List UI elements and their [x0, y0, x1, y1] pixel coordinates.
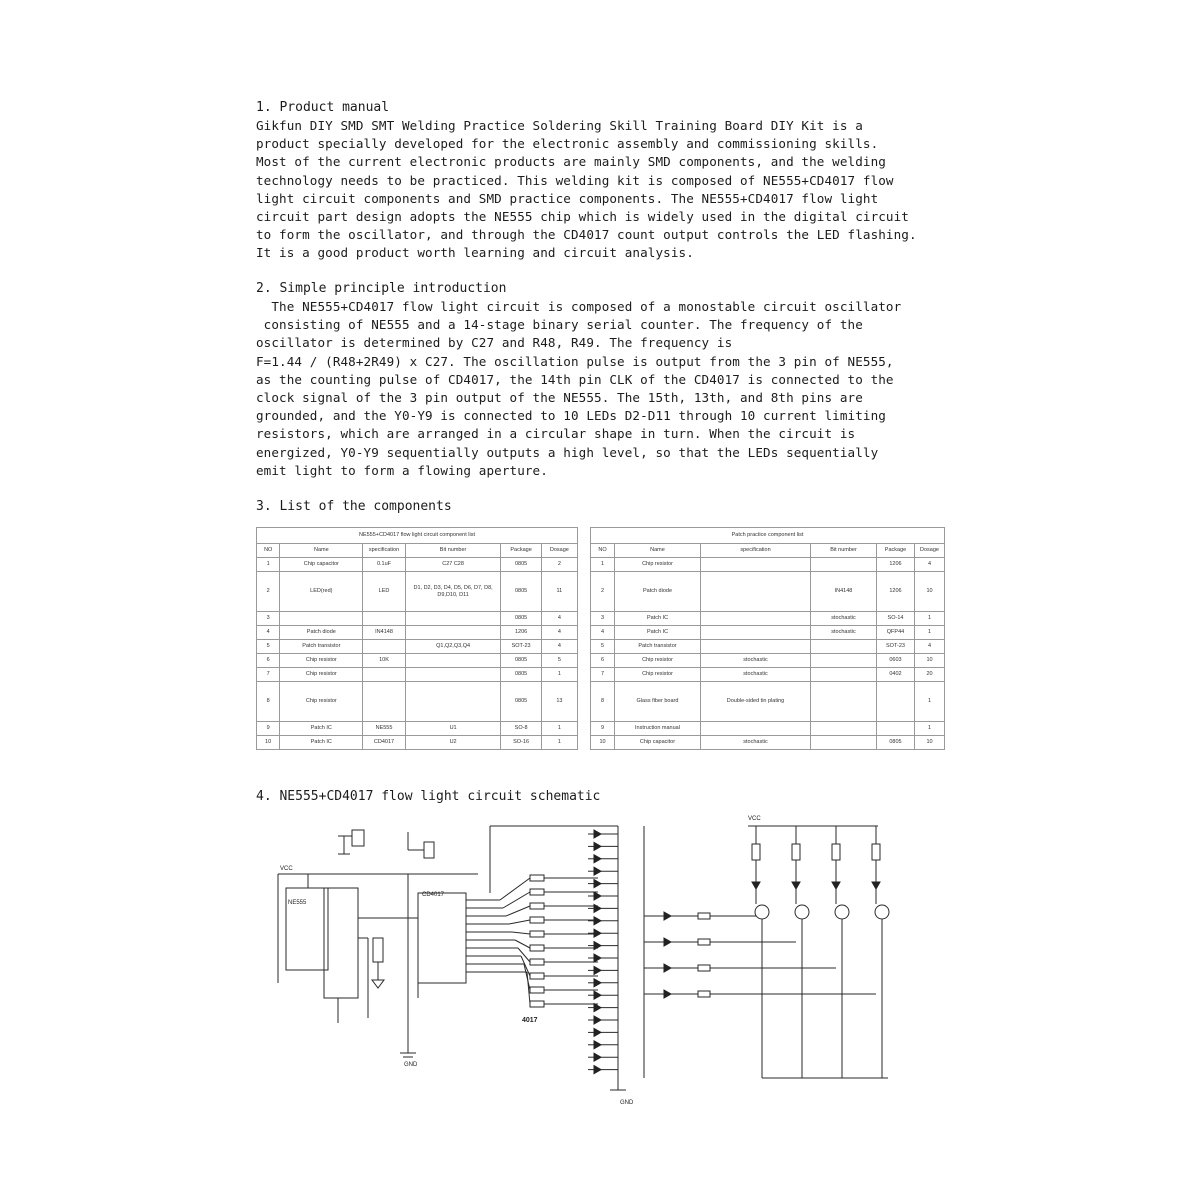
table-cell: Patch diode	[615, 572, 701, 612]
table-cell: 0.1uF	[363, 558, 406, 572]
table-cell: 4	[915, 558, 945, 572]
table-cell: 1	[257, 558, 280, 572]
led-symbol	[594, 966, 601, 974]
table-cell: 1206	[877, 558, 915, 572]
resistor	[530, 945, 544, 951]
table-cell: 10	[257, 736, 280, 750]
text-line: clock signal of the 3 pin output of the NE555. The 15th, 13th, and 8th pins are	[256, 390, 863, 406]
transistor-symbol	[795, 905, 809, 919]
counter-tag-label: 4017	[522, 1017, 538, 1024]
table-cell	[877, 682, 915, 722]
table-cell: stochastic	[811, 626, 877, 640]
table-cell: Patch IC	[615, 626, 701, 640]
led-symbol	[872, 882, 880, 889]
table-row	[257, 558, 578, 572]
table-cell: 0805	[501, 558, 541, 572]
table-cell	[701, 626, 811, 640]
resistor	[530, 987, 544, 993]
table-cell: 3	[591, 612, 615, 626]
text-line: product specially developed for the electronic assembly and commissioning skills.	[256, 136, 879, 152]
table-cell: Patch IC	[280, 736, 363, 750]
led-symbol	[594, 979, 601, 987]
led-symbol	[594, 1041, 601, 1049]
text-line: consisting of NE555 and a 14-stage binary serial counter. The frequency of the	[256, 317, 863, 333]
wire	[515, 940, 530, 948]
led-symbol	[664, 912, 671, 920]
led-symbol	[594, 954, 601, 962]
table-cell: LED(red)	[280, 572, 363, 612]
column-header: Name	[280, 544, 363, 558]
table-cell: 0603	[877, 654, 915, 668]
table-cell	[811, 722, 877, 736]
table-cell	[405, 612, 501, 626]
table-row	[257, 654, 578, 668]
table-cell: Patch transistor	[615, 640, 701, 654]
table-row	[591, 722, 945, 736]
text-line: to form the oscillator, and through the CD4017 count output controls the LED flashing.	[256, 227, 917, 243]
column-header: Bit number	[811, 544, 877, 558]
table-row	[591, 640, 945, 654]
table-cell	[811, 558, 877, 572]
cd4017-chip	[418, 893, 466, 983]
power-connector	[424, 842, 434, 858]
table-cell: stochastic	[811, 612, 877, 626]
table-cell: Glass fiber board	[615, 682, 701, 722]
table-cell: SO-8	[501, 722, 541, 736]
resistor	[530, 917, 544, 923]
text-line: oscillator is determined by C27 and R48, R49. The frequency is	[256, 335, 733, 351]
transistor-symbol	[875, 905, 889, 919]
column-header: Name	[615, 544, 701, 558]
table-cell: 7	[257, 668, 280, 682]
table-cell: 1	[915, 682, 945, 722]
table-cell: 10	[915, 736, 945, 750]
led-symbol	[664, 990, 671, 998]
table-cell: 9	[591, 722, 615, 736]
table-cell: 13	[541, 682, 577, 722]
wire	[509, 920, 530, 924]
led-symbol	[594, 1016, 601, 1024]
column-header: Dosage	[915, 544, 945, 558]
table-cell: 4	[915, 640, 945, 654]
resistor	[530, 959, 544, 965]
led-symbol	[594, 892, 601, 900]
cd4017-label: CD4017	[422, 892, 445, 898]
led-symbol	[594, 1028, 601, 1036]
table-cell: stochastic	[701, 736, 811, 750]
flow-light-schematic	[268, 808, 908, 1108]
table-cell: 2	[541, 558, 577, 572]
table-cell: 1	[915, 626, 945, 640]
led-symbol	[594, 1066, 601, 1074]
table-cell	[363, 640, 406, 654]
table-cell	[701, 722, 811, 736]
table-cell	[405, 626, 501, 640]
text-line: The NE555+CD4017 flow light circuit is composed of a monostable circuit oscillator	[256, 299, 902, 314]
table-cell: 5	[541, 654, 577, 668]
text-line: emit light to form a flowing aperture.	[256, 462, 548, 478]
table-cell: 10K	[363, 654, 406, 668]
table-cell: 2	[591, 572, 615, 612]
table-row	[257, 612, 578, 626]
table-cell: 10	[915, 572, 945, 612]
table-row	[591, 558, 945, 572]
table-cell: stochastic	[701, 668, 811, 682]
wire	[506, 906, 530, 916]
column-header: NO	[591, 544, 615, 558]
table-cell: 0805	[501, 668, 541, 682]
table-cell: D1, D2, D3, D4, D5, D6, D7, D8, D9,D10, D11	[405, 572, 501, 612]
gnd-label: GND	[404, 1062, 418, 1068]
ne555-ic-body	[324, 888, 358, 998]
table-cell: NE555	[363, 722, 406, 736]
table-cell: 4	[541, 626, 577, 640]
table-cell: U2	[405, 736, 501, 750]
wire	[500, 878, 530, 900]
text-line: energized, Y0-Y9 sequentially outputs a high level, so that the LEDs sequentially	[256, 444, 879, 460]
table-cell	[363, 612, 406, 626]
column-header: Dosage	[541, 544, 577, 558]
table-cell: Double-sided tin plating	[701, 682, 811, 722]
table-cell: IN4148	[811, 572, 877, 612]
table-cell: Chip resistor	[280, 668, 363, 682]
table-cell	[363, 668, 406, 682]
resistor	[373, 938, 383, 962]
table-cell	[811, 640, 877, 654]
table-cell: QFP44	[877, 626, 915, 640]
table-cell: Chip resistor	[280, 682, 363, 722]
led-symbol	[594, 880, 601, 888]
resistor	[530, 931, 544, 937]
led-symbol	[752, 882, 760, 889]
capacitor-symbol	[372, 980, 384, 988]
table-row	[257, 626, 578, 640]
table-cell	[701, 558, 811, 572]
table-cell	[701, 612, 811, 626]
table-cell	[811, 654, 877, 668]
table-cell: Chip resistor	[280, 654, 363, 668]
resistor	[530, 875, 544, 881]
table-cell: Chip resistor	[615, 668, 701, 682]
section-2-heading: 2. Simple principle introduction	[256, 281, 507, 296]
table-cell: 10	[915, 654, 945, 668]
resistor	[530, 973, 544, 979]
table-cell: 1	[541, 736, 577, 750]
text-line: Most of the current electronic products are mainly SMD components, and the welding	[256, 154, 886, 170]
resistor	[792, 844, 800, 860]
led-symbol	[594, 991, 601, 999]
resistor	[698, 939, 710, 945]
table-cell: 9	[257, 722, 280, 736]
table-cell: Chip capacitor	[615, 736, 701, 750]
table-cell: IN4148	[363, 626, 406, 640]
led-symbol	[594, 867, 601, 875]
table-cell: 0805	[877, 736, 915, 750]
table-cell	[280, 612, 363, 626]
table-row	[591, 682, 945, 722]
table-cell: Patch transistor	[280, 640, 363, 654]
table-cell: 8	[257, 682, 280, 722]
column-header: Package	[501, 544, 541, 558]
table-cell: 0805	[501, 612, 541, 626]
table-cell: 1	[541, 668, 577, 682]
table-cell: SO-16	[501, 736, 541, 750]
led-symbol	[832, 882, 840, 889]
text-line: Gikfun DIY SMD SMT Welding Practice Soldering Skill Training Board DIY Kit is a	[256, 118, 863, 133]
table-cell: 7	[591, 668, 615, 682]
table-cell: Q1,Q2,Q3,Q4	[405, 640, 501, 654]
table-cell: LED	[363, 572, 406, 612]
column-header: NO	[257, 544, 280, 558]
resistor	[752, 844, 760, 860]
table-row	[257, 572, 578, 612]
text-line: resistors, which are arranged in a circular shape in turn. When the circuit is	[256, 426, 856, 442]
table-cell	[877, 722, 915, 736]
table-cell: 5	[257, 640, 280, 654]
power-connector	[352, 830, 364, 846]
table-cell: 4	[591, 626, 615, 640]
resistor	[530, 903, 544, 909]
table-row	[591, 654, 945, 668]
table-cell: 6	[257, 654, 280, 668]
resistor	[530, 1001, 544, 1007]
section-2-paragraph	[256, 298, 936, 480]
resistor	[832, 844, 840, 860]
led-symbol	[594, 917, 601, 925]
table-cell: Patch IC	[615, 612, 701, 626]
resistor	[698, 991, 710, 997]
wire	[518, 948, 530, 962]
resistor	[698, 965, 710, 971]
table-row	[591, 668, 945, 682]
ne555-label: NE555	[288, 900, 307, 906]
table-cell: 10	[591, 736, 615, 750]
section-3-heading: 3. List of the components	[256, 499, 452, 514]
led-symbol	[664, 964, 671, 972]
table-cell: 8	[591, 682, 615, 722]
transistor-symbol	[755, 905, 769, 919]
table-cell: 1	[591, 558, 615, 572]
table-cell: 1206	[877, 572, 915, 612]
table-cell	[811, 668, 877, 682]
led-symbol	[594, 929, 601, 937]
table-cell: 2	[257, 572, 280, 612]
led-symbol	[664, 938, 671, 946]
section-1-heading: 1. Product manual	[256, 100, 390, 115]
table-cell: 5	[591, 640, 615, 654]
table-cell: 4	[541, 612, 577, 626]
led-symbol	[792, 882, 800, 889]
table-cell: Patch diode	[280, 626, 363, 640]
vcc-label: VCC	[280, 866, 293, 872]
table-cell	[811, 682, 877, 722]
table-cell: stochastic	[701, 654, 811, 668]
column-header: specification	[363, 544, 406, 558]
table-row	[257, 736, 578, 750]
table-cell: Chip resistor	[615, 654, 701, 668]
table-cell	[405, 654, 501, 668]
section-1-paragraph	[256, 117, 936, 263]
resistor	[698, 913, 710, 919]
text-line: grounded, and the Y0-Y9 is connected to 10 LEDs D2-D11 through 10 current limiting	[256, 408, 886, 424]
table-cell: CD4017	[363, 736, 406, 750]
resistor	[530, 889, 544, 895]
table-cell: 1	[915, 612, 945, 626]
resistor	[872, 844, 880, 860]
text-line: circuit part design adopts the NE555 chip which is widely used in the digital circuit	[256, 209, 909, 225]
table-cell: SO-14	[877, 612, 915, 626]
table-row	[257, 682, 578, 722]
led-symbol	[594, 1053, 601, 1061]
table-cell: 0805	[501, 572, 541, 612]
table-cell: 3	[257, 612, 280, 626]
table-cell: 0805	[501, 682, 541, 722]
wire	[521, 956, 530, 976]
led-symbol	[594, 855, 601, 863]
table-cell	[811, 736, 877, 750]
table-cell: 1	[541, 722, 577, 736]
table-cell: 6	[591, 654, 615, 668]
table-cell: 0805	[501, 654, 541, 668]
table-cell	[701, 640, 811, 654]
table-cell: 4	[541, 640, 577, 654]
patch-practice-component-table	[590, 527, 945, 750]
table-row	[257, 640, 578, 654]
table-cell: 1206	[501, 626, 541, 640]
table-caption: NE555+CD4017 flow light circuit component list	[257, 528, 578, 544]
table-cell	[363, 682, 406, 722]
led-symbol	[594, 842, 601, 850]
table-cell: 20	[915, 668, 945, 682]
table-cell: 0402	[877, 668, 915, 682]
table-cell	[701, 572, 811, 612]
text-line: light circuit components and SMD practice components. The NE555+CD4017 flow light	[256, 190, 879, 206]
table-row	[591, 626, 945, 640]
table-caption: Patch practice component list	[591, 528, 945, 544]
table-cell: C27 C28	[405, 558, 501, 572]
table-cell: Chip resistor	[615, 558, 701, 572]
vcc-label-right: VCC	[748, 816, 761, 822]
table-row	[591, 572, 945, 612]
table-cell: 4	[257, 626, 280, 640]
text-line: It is a good product worth learning and circuit analysis.	[256, 245, 694, 261]
table-cell: SOT-23	[501, 640, 541, 654]
table-cell: Instruction manual	[615, 722, 701, 736]
column-header: Bit number	[405, 544, 501, 558]
table-row	[257, 722, 578, 736]
table-row	[591, 612, 945, 626]
table-cell: Chip capacitor	[280, 558, 363, 572]
table-cell: 1	[915, 722, 945, 736]
led-symbol	[594, 830, 601, 838]
table-cell	[405, 682, 501, 722]
led-symbol	[594, 1004, 601, 1012]
column-header: Package	[877, 544, 915, 558]
section-4-heading: 4. NE555+CD4017 flow light circuit schematic	[256, 789, 601, 804]
text-line: F=1.44 / (R48+2R49) x C27. The oscillation pulse is output from the 3 pin of NE555,	[256, 353, 894, 369]
column-header: specification	[701, 544, 811, 558]
transistor-symbol	[835, 905, 849, 919]
table-cell	[405, 668, 501, 682]
table-cell: Patch IC	[280, 722, 363, 736]
text-line: as the counting pulse of CD4017, the 14th pin CLK of the CD4017 is connected to the	[256, 371, 894, 387]
table-cell: 11	[541, 572, 577, 612]
wire	[512, 932, 530, 934]
text-line: technology needs to be practiced. This welding kit is composed of NE555+CD4017 flow	[256, 172, 894, 188]
table-row	[257, 668, 578, 682]
table-cell: U1	[405, 722, 501, 736]
flow-light-component-table	[256, 527, 578, 750]
table-cell: SOT-23	[877, 640, 915, 654]
gnd-label-right: GND	[620, 1100, 634, 1106]
table-row	[591, 736, 945, 750]
